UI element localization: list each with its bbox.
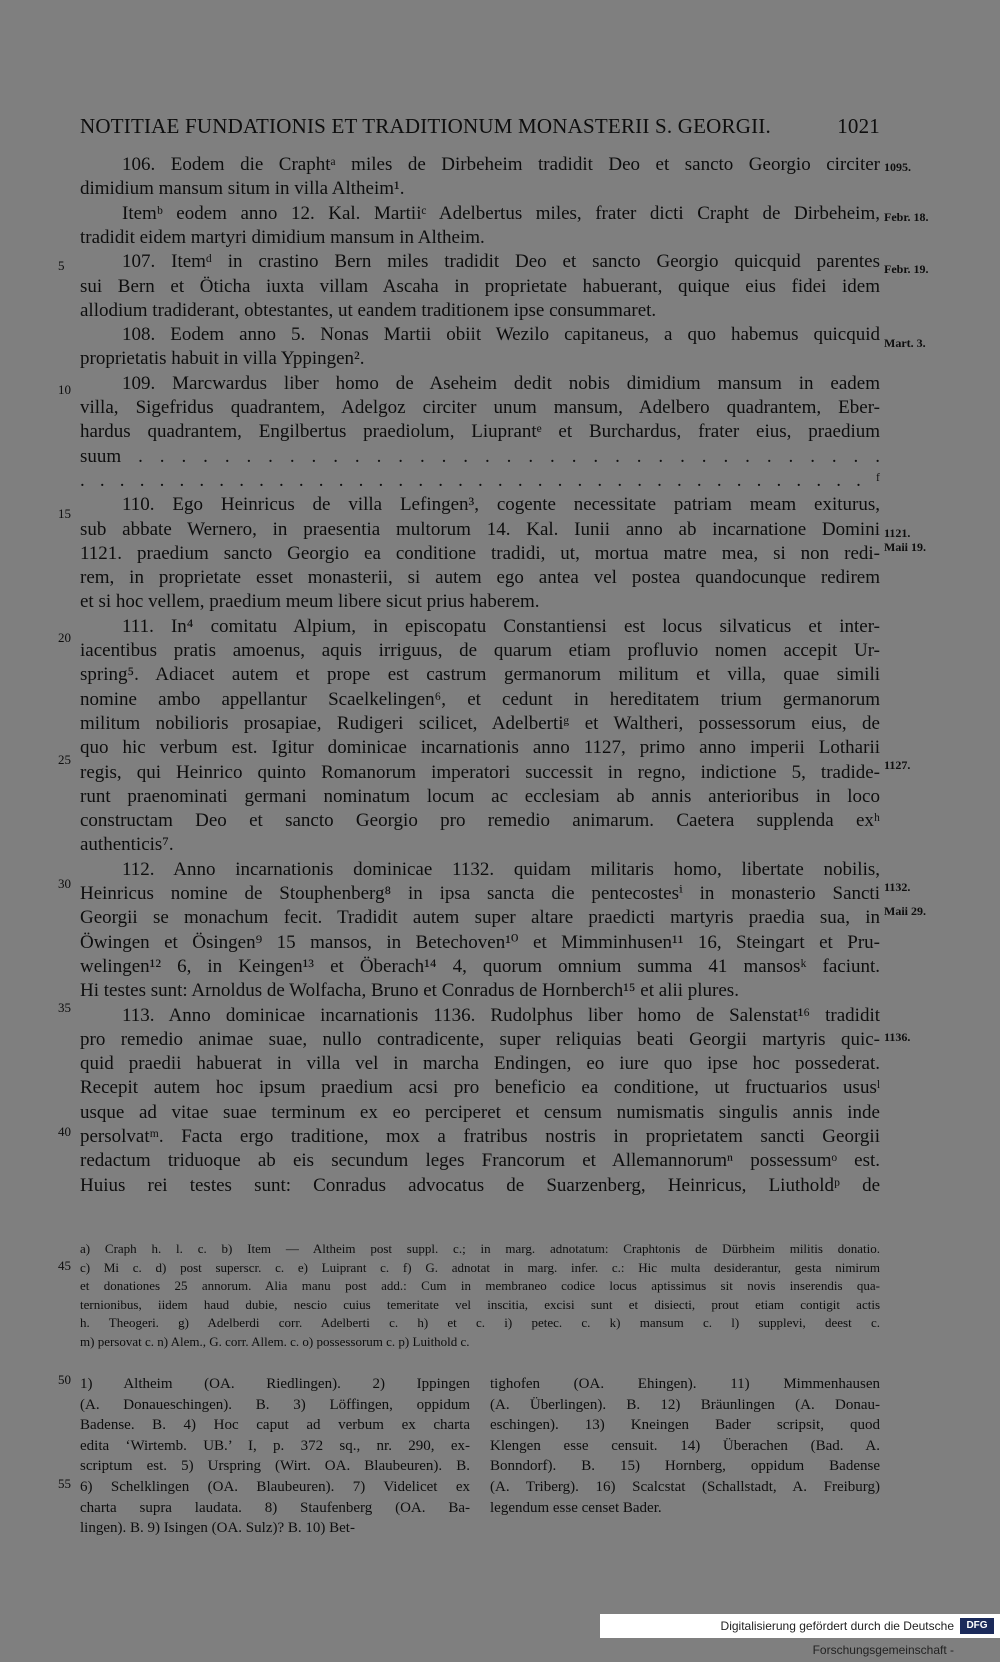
credit-text: Digitalisierung gefördert durch die Deutsche Forschungsgemeinschaft - <box>720 1619 954 1657</box>
text-line: authenticis⁷. <box>80 834 174 856</box>
line-number: 15 <box>58 506 71 521</box>
text-line: . . . . . . . . . . . . . . . . . . . . . . . . . . . . . . . . . . . . . . . . ᶠ <box>80 469 880 491</box>
note-line: (A. Donaueschingen). B. 3) Löffingen, oppidum <box>80 1396 470 1413</box>
text-line: Huius rei testes sunt: Conradus advocatus de Suarzenberg, Heinricus, Liutholdᵖ de <box>80 1174 880 1196</box>
line-number: 40 <box>58 1124 71 1139</box>
text-line: quo hic verbum est. Igitur dominicae incarnationis anno 1127, primo anno imperii Lotharii <box>80 737 880 759</box>
text-line: 108. Eodem anno 5. Nonas Martii obiit Wezilo capitaneus, a quo habemus quicquid <box>122 324 880 346</box>
text-line: constructam Deo et sancto Georgio pro remedio animarum. Caetera supplenda exʰ <box>80 810 880 832</box>
text-line: dimidium mansum situm in villa Altheim¹. <box>80 178 405 200</box>
text-line: villa, Sigefridus quadrantem, Adelgoz circiter unum mansum, Adelbero quadrantem, Eber- <box>80 397 880 418</box>
digitization-credit <box>600 1614 1000 1657</box>
text-line: 109. Marcwardus liber homo de Aseheim dedit nobis dimidium mansum in eadem <box>122 372 880 394</box>
note-line: Bonndorf). B. 15) Hornberg, oppidum Badense <box>490 1458 880 1475</box>
note-line: Klengen esse censuit. 14) Überachen (Bad. A. <box>490 1437 880 1454</box>
line-number: 30 <box>58 876 71 891</box>
text-line: Heinricus nomine de Stouphenberg⁸ in ipsa sancta die pentecostesⁱ in monasterio Sancti <box>80 883 880 904</box>
margin-date: Mart. 3. <box>884 336 926 350</box>
text-line: sui Bern et Öticha iuxta villam Ascaha in proprietate habuerant, quique eius fidei idem <box>80 275 880 297</box>
text-line: quid praedii habuerat in villa vel in marcha Endingen, eo iure quo ipse hoc possederat. <box>80 1053 880 1075</box>
note-line: 1) Altheim (OA. Riedlingen). 2) Ippingen <box>80 1376 470 1392</box>
text-line: nomine ambo appellantur Scaelkelingen⁶, et cedunt in hereditatem trium germanorum <box>80 688 880 710</box>
text-line: Öwingen et Ösingen⁹ 15 mansos, in Betechoven¹⁰ et Mimminhusen¹¹ 16, Steingart et Pru- <box>80 931 880 953</box>
text-line: et si hoc vellem, praedium meum libere sicut prius haberem. <box>80 591 540 613</box>
margin-date: Maii 29. <box>884 904 926 918</box>
text-line: 113. Anno dominicae incarnationis 1136. Rudolphus liber homo de Salenstat¹⁶ tradidit <box>122 1004 880 1026</box>
line-number: 25 <box>58 752 71 767</box>
text-line: Hi testes sunt: Arnoldus de Wolfacha, Bruno et Conradus de Hornberch¹⁵ et alii plures. <box>80 980 739 1002</box>
line-number: 55 <box>58 1476 71 1491</box>
text-line: Georgii se monachum fecit. Tradidit autem super altare praedicti martyris praedia sua, in <box>80 907 880 929</box>
text-line: suum . . . . . . . . . . . . . . . . . . . . . . . . . . . . . . . . . . . <box>80 445 880 467</box>
margin-date: 1136. <box>884 1030 911 1044</box>
text-line: militum nobilioris prosapiae, Rudigeri scilicet, Adelbertiᵍ et Waltheri, possessorum eius, de <box>80 712 880 734</box>
apparatus-line: m) persovat c. n) Alem., G. corr. Allem. c. o) possessorum c. p) Luithold c. <box>80 1333 470 1349</box>
text-line: proprietatis habuit in villa Yppingen². <box>80 348 365 370</box>
text-line: 1121. praedium sancto Georgio ea conditione tradidi, ut, mortua matre mea, si non redi- <box>80 542 880 564</box>
note-line: Badense. B. 4) Hoc caput ad verbum ex charta <box>80 1417 470 1434</box>
margin-date: 1132. <box>884 880 911 894</box>
running-header <box>80 114 880 139</box>
text-line: welingen¹² 6, in Keingen¹³ et Öberach¹⁴ 4, quorum omnium summa 41 mansosᵏ faciunt. <box>80 955 880 977</box>
dfg-logo: DFG <box>960 1618 994 1634</box>
margin-date: 1121. <box>884 526 911 540</box>
margin-date: Febr. 19. <box>884 262 929 276</box>
margin-date: Febr. 18. <box>884 210 929 224</box>
text-line: sub abbate Wernero, in praesentia multorum 14. Kal. Iunii anno ab incarnatione Domini <box>80 518 880 540</box>
note-line: eschingen). 13) Kneingen Bader scripsit, quod <box>490 1417 880 1434</box>
note-line: lingen). B. 9) Isingen (OA. Sulz)? B. 10) Bet- <box>80 1520 355 1537</box>
apparatus-line: a) Craph h. l. c. b) Item — Altheim post suppl. c.; in marg. adnotatum: Craphtonis de Dürbheim militis donatio. <box>80 1241 880 1256</box>
note-line: 6) Schelklingen (OA. Blaubeuren). 7) Videlicet ex <box>80 1479 470 1495</box>
line-number: 35 <box>58 1000 71 1015</box>
text-line: iacentibus pratis amoenus, aquis irriguus, de quarum etiam profluvio nomen accepit Ur- <box>80 640 880 661</box>
text-line: 107. Itemᵈ in crastino Bern miles tradidit Deo et sancto Georgio quicquid parentes <box>122 251 880 273</box>
text-line: Recepit autem hoc ipsum praedium acsi pro beneficio ea conditione, ut fructuarios ususˡ <box>80 1077 880 1099</box>
note-line: edita ‘Wirtemb. UB.’ I, p. 372 sq., nr. 290, ex- <box>80 1437 470 1454</box>
text-line: 106. Eodem die Craphtᵃ miles de Dirbeheim tradidit Deo et sancto Georgio circiter <box>122 154 880 175</box>
apparatus-line: c) Mi c. d) post superscr. c. e) Luiprant c. f) G. adnotat in marg. infer. c.: Hic multa desiderantur, gesta nimirum <box>80 1259 880 1275</box>
note-line: scriptum est. 5) Urspring (Wirt. OA. Blaubeuren). B. <box>80 1458 470 1475</box>
text-line: persolvatᵐ. Facta ergo traditione, mox a fratribus nostris in proprietatem sancti Georgii <box>80 1126 880 1147</box>
apparatus-line: et donationes 25 annorum. Alia manu post add.: Cum in membraneo codice locus aptissimus sit novis inserendis qua- <box>80 1278 880 1293</box>
text-line: 111. In⁴ comitatu Alpium, in episcopatu Constantiensi est locus silvaticus et inter- <box>122 615 880 637</box>
text-line: usque ad vitae suae terminum ex eo perciperet et censum numismatis singulis annis inde <box>80 1101 880 1123</box>
text-line: regis, qui Heinrico quinto Romanorum imperatori successit in regno, indictione 5, tradide- <box>80 761 880 783</box>
text-line: 110. Ego Heinricus de villa Lefingen³, cogente necessitate patriam meam exiturus, <box>122 494 880 516</box>
line-number: 10 <box>58 382 71 397</box>
apparatus-line: ternionibus, iidem haud dubie, nescio cuius temeritate vel inscitia, excisi sunt et disiecti, prout etiam contigit actis <box>80 1296 880 1312</box>
text-line: spring⁵. Adiacet autem et prope est castrum germanorum militum et villa, quae simili <box>80 664 880 686</box>
text-line: hardus quadrantem, Engilbertus praediolum, Liuprantᵉ et Burchardus, frater eius, praedium <box>80 421 880 443</box>
margin-date: 1127. <box>884 758 911 772</box>
margin-date: 1095. <box>884 160 911 174</box>
text-line: tradidit eidem martyri dimidium mansum in Altheim. <box>80 226 485 248</box>
text-line: 112. Anno incarnationis dominicae 1132. quidam militaris homo, libertate nobilis, <box>122 858 880 880</box>
line-number: 5 <box>58 258 65 273</box>
note-line: (A. Überlingen). B. 12) Bräunlingen (A. Donau- <box>490 1396 880 1413</box>
note-line: tighofen (OA. Ehingen). 11) Mimmenhausen <box>490 1376 880 1392</box>
note-line: charta supra laudata. 8) Staufenberg (OA. Ba- <box>80 1499 470 1516</box>
note-line: legendum esse censet Bader. <box>490 1499 662 1516</box>
text-line: Itemᵇ eodem anno 12. Kal. Martiiᶜ Adelbertus miles, frater dicti Crapht de Dirbeheim, <box>122 202 880 224</box>
line-number: 45 <box>58 1258 71 1273</box>
text-line: redactum triduoque ab eis secundum leges Francorum et Allemannorumⁿ possessumᵒ est. <box>80 1150 880 1172</box>
line-number: 20 <box>58 630 71 645</box>
note-line: (A. Triberg). 16) Scalcstat (Schallstadt, A. Freiburg) <box>490 1479 880 1495</box>
page-title: NOTITIAE FUNDATIONIS ET TRADITIONUM MONASTERII S. GEORGII. <box>80 114 771 138</box>
apparatus-line: h. Theogeri. g) Adelberdi corr. Adelberti c. h) et c. i) petec. c. k) mansum c. l) supplevi, deest c. <box>80 1315 880 1330</box>
line-number: 50 <box>58 1372 71 1387</box>
page-number: 1021 <box>837 114 880 138</box>
text-line: pro remedio animae suae, nullo contradicente, super reliquias beati Georgii martyris quic- <box>80 1028 880 1050</box>
text-line: rem, in proprietate esset monasterii, si autem ego antea vel postea quandocunque redirem <box>80 567 880 589</box>
text-line: allodium tradiderant, obtestantes, ut eandem traditionem ipse consummaret. <box>80 299 657 321</box>
margin-date: Maii 19. <box>884 540 926 554</box>
text-line: runt praenominati germani nominatum locum ac ecclesiam ab annis anterioribus in loco <box>80 785 880 807</box>
